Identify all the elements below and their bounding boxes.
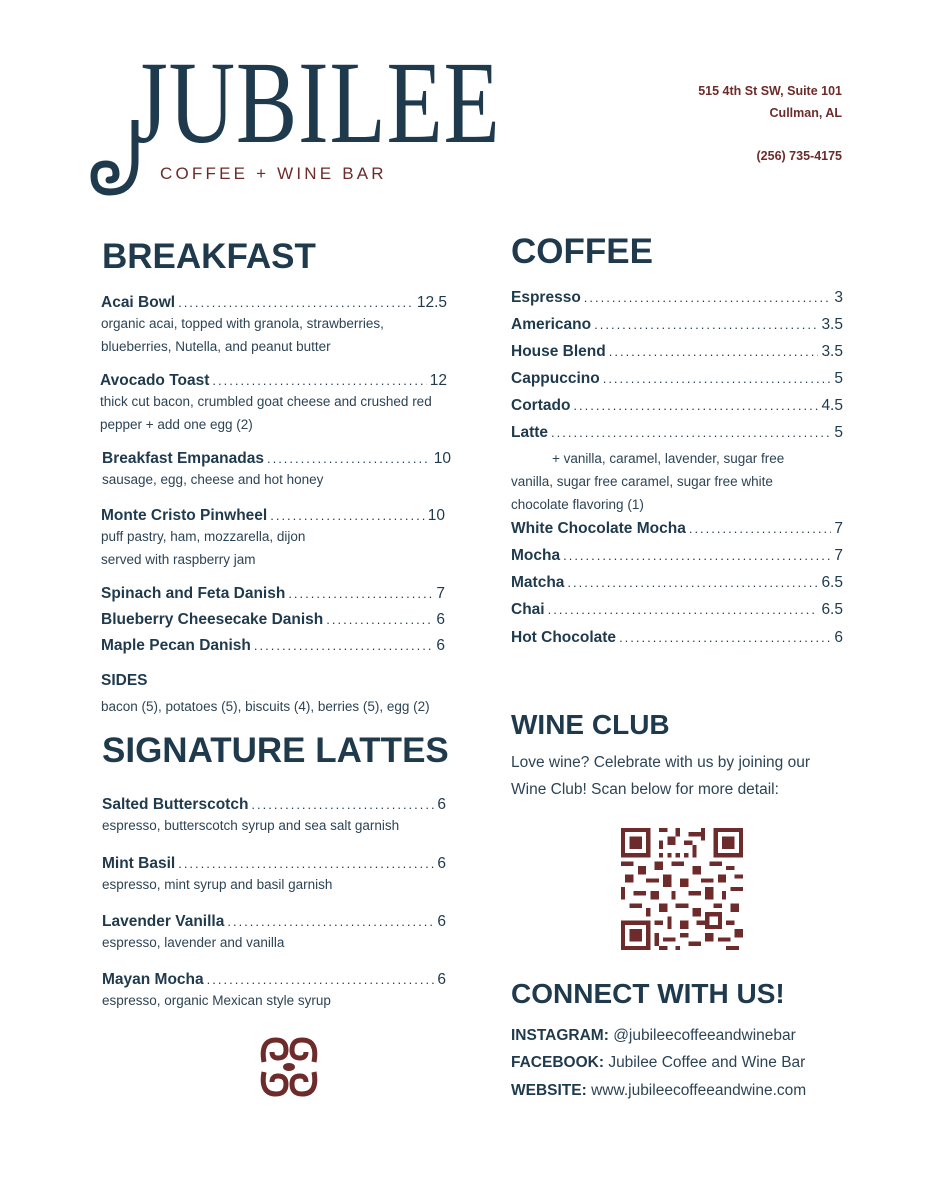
item-price: 5 — [834, 370, 843, 387]
coffee-item — [511, 520, 843, 538]
latte-item — [102, 971, 446, 1012]
item-description: sausage, egg, cheese and hot honey — [102, 472, 324, 487]
item-name: White Chocolate Mocha — [511, 520, 686, 537]
item-price: 7 — [436, 585, 445, 602]
item-price: 3 — [834, 289, 843, 306]
item-price: 3.5 — [821, 343, 843, 360]
item-name: Salted Butterscotch — [102, 796, 249, 813]
coffee-item — [511, 397, 843, 415]
item-name: Maple Pecan Danish — [101, 637, 251, 654]
item-price: 3.5 — [821, 316, 843, 333]
logo-swirl-icon — [90, 120, 150, 200]
item-price: 5 — [834, 424, 843, 441]
item-price: 6 — [436, 637, 445, 654]
item-name: Spinach and Feta Danish — [101, 585, 286, 602]
coffee-item — [511, 370, 843, 388]
item-description: espresso, butterscotch syrup and sea salt garnish — [102, 818, 400, 833]
item-name: Cortado — [511, 397, 571, 414]
item-description: espresso, organic Mexican style syrup — [102, 993, 331, 1008]
latte-flavor-note: chocolate flavoring (1) — [511, 497, 644, 512]
latte-item — [102, 796, 446, 837]
coffee-item — [511, 316, 843, 334]
breakfast-item — [101, 294, 447, 358]
coffee-item — [511, 629, 843, 647]
latte-item — [102, 855, 446, 896]
latte-item — [102, 913, 446, 954]
logo-wordmark: JUBILEE — [132, 37, 501, 168]
item-name: Cappuccino — [511, 370, 600, 387]
coffee-item — [511, 547, 843, 565]
breakfast-item — [102, 450, 451, 491]
instagram-label: INSTAGRAM: — [511, 1027, 609, 1044]
item-name: Latte — [511, 424, 549, 441]
qr-code-icon[interactable] — [621, 828, 743, 950]
item-name: Acai Bowl — [101, 294, 176, 311]
item-name: Hot Chocolate — [511, 629, 617, 646]
breakfast-item — [100, 372, 447, 436]
item-description: organic acai, topped with granola, strawberries, — [101, 316, 384, 331]
breakfast-item — [101, 637, 445, 655]
facebook-page[interactable]: Jubilee Coffee and Wine Bar — [608, 1054, 806, 1071]
item-name: Breakfast Empanadas — [102, 450, 264, 467]
item-price: 6 — [437, 796, 446, 813]
wine-club-text: Love wine? Celebrate with us by joining our — [511, 754, 810, 771]
item-price: 6.5 — [821, 574, 843, 591]
website-link[interactable]: www.jubileecoffeeandwine.com — [591, 1082, 807, 1099]
adinkra-ornament-icon — [256, 1034, 322, 1100]
item-description: puff pastry, ham, mozzarella, dijon — [101, 529, 306, 544]
wine-club-text: Wine Club! Scan below for more detail: — [511, 781, 779, 798]
item-description: espresso, lavender and vanilla — [102, 935, 285, 950]
connect-heading: CONNECT WITH US! — [511, 978, 785, 1009]
item-name: Monte Cristo Pinwheel — [101, 507, 268, 524]
item-price: 7 — [834, 547, 843, 564]
item-price: 6 — [436, 611, 445, 628]
wine-club-heading: WINE CLUB — [511, 709, 670, 740]
item-description: thick cut bacon, crumbled goat cheese and crushed red — [100, 394, 432, 409]
logo-tagline: COFFEE + WINE BAR — [160, 164, 387, 183]
coffee-item — [511, 601, 843, 619]
breakfast-heading: BREAKFAST — [102, 237, 316, 276]
instagram-line — [511, 1027, 796, 1045]
signature-lattes-heading: SIGNATURE LATTES — [102, 731, 449, 770]
item-name: Espresso — [511, 289, 581, 306]
item-price: 4.5 — [821, 397, 843, 414]
breakfast-item — [101, 507, 445, 571]
item-price: 12.5 — [416, 294, 447, 311]
item-description: pepper + add one egg (2) — [100, 417, 253, 432]
item-name: Chai — [511, 601, 545, 618]
latte-flavor-note: vanilla, sugar free caramel, sugar free white — [511, 474, 773, 489]
coffee-item — [511, 343, 843, 361]
item-name: Blueberry Cheesecake Danish — [101, 611, 324, 628]
item-description: blueberries, Nutella, and peanut butter — [101, 339, 331, 354]
item-name: Avocado Toast — [100, 372, 210, 389]
coffee-item — [511, 574, 843, 592]
item-price: 6 — [437, 971, 446, 988]
address-line-2: Cullman, AL — [769, 106, 842, 120]
coffee-item — [511, 289, 843, 307]
item-description: served with raspberry jam — [101, 552, 256, 567]
item-name: Mint Basil — [102, 855, 176, 872]
breakfast-item — [101, 611, 445, 629]
coffee-heading: COFFEE — [511, 232, 653, 271]
item-name: Lavender Vanilla — [102, 913, 225, 930]
item-name: Mocha — [511, 547, 561, 564]
item-name: Mayan Mocha — [102, 971, 204, 988]
facebook-line — [511, 1054, 805, 1072]
sides-list: bacon (5), potatoes (5), biscuits (4), berries (5), egg (2) — [101, 699, 430, 714]
latte-flavor-note: + vanilla, caramel, lavender, sugar free — [552, 451, 785, 466]
item-price: 6.5 — [821, 601, 843, 618]
item-name: House Blend — [511, 343, 606, 360]
item-name: Matcha — [511, 574, 565, 591]
item-name: Americano — [511, 316, 592, 333]
item-price: 7 — [834, 520, 843, 537]
item-description: espresso, mint syrup and basil garnish — [102, 877, 333, 892]
item-price: 12 — [429, 372, 447, 389]
item-price: 6 — [834, 629, 843, 646]
address-line-1: 515 4th St SW, Suite 101 — [698, 84, 842, 98]
item-price: 10 — [433, 450, 451, 467]
item-price: 10 — [427, 507, 445, 524]
sides-heading: SIDES — [101, 672, 148, 689]
facebook-label: FACEBOOK: — [511, 1054, 604, 1071]
website-line — [511, 1082, 806, 1100]
item-price: 6 — [437, 855, 446, 872]
item-price: 6 — [437, 913, 446, 930]
website-label: WEBSITE: — [511, 1082, 587, 1099]
coffee-item — [511, 424, 843, 442]
instagram-handle[interactable]: @jubileecoffeeandwinebar — [613, 1027, 796, 1044]
breakfast-item — [101, 585, 445, 603]
phone-number: (256) 735-4175 — [756, 149, 842, 163]
